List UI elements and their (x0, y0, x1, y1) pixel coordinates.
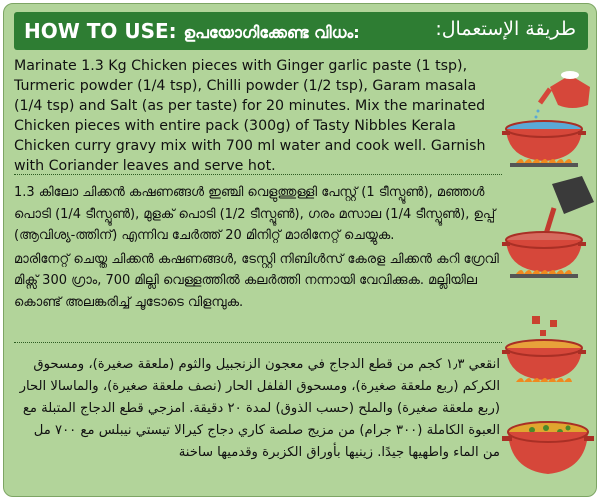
step-1-illustration (502, 59, 597, 169)
header-bar (14, 12, 588, 50)
step-2-illustration (502, 174, 597, 284)
pot-boiling-icon (502, 316, 586, 382)
malayalam-instructions (14, 182, 500, 315)
kettle-pouring-icon (533, 71, 591, 125)
title-arabic: طريقة الإستعمال: (435, 18, 576, 40)
page-title (24, 19, 360, 43)
instructions-panel (3, 3, 597, 497)
pot-water-icon (502, 121, 586, 167)
arabic-instructions: انقعي ١٫٣ كجم من قطع الدجاج في معجون الزنجبيل والثوم (ملعقة صغيرة)، ومسحوق الكركم (ربع ملعقة صغيرة)، ومسحوق الفلفل الحار (نصف ملعقة صغيرة)، والماسالا الحار (ربع ملعقة صغيرة) والملح (حسب الذوق) لمدة ٢٠ دقيقة. امزجي قطع الدجاج المتبلة مع العبوة الكاملة (٣٠٠ جرام) من مزيج صلصة كاري دجاج كيرالا تيستي نيبلس مع ٧٠٠ مل من الماء واطهيها جيدًا. زينيها بأوراق الكزبرة وقدميها ساخنة (19, 357, 500, 460)
english-instructions: Marinate 1.3 Kg Chicken pieces with Ginger garlic paste (1 tsp), Turmeric powder (1/4 tsp), Chilli powder (1/2 tsp), Garam masala (1/4 tsp) and Salt (as per taste) for 20 minutes. Mix the marinated Chicken pieces with entire pack (300g) of Tasty Nibbles Kerala Chicken curry gravy mix with 700 ml water and cook well. Garnish with Coriander leaves and serve hot. (14, 58, 486, 174)
malayalam-paragraph-2: മാരിനേറ്റ് ചെയ്ത ചിക്കൻ കഷണങ്ങൾ, ടേസ്റ്റി നിബിൾസ് കേരള ചിക്കൻ കറി ഗ്രേവി മിക്സ് 300 ഗ്രാം, 700 മില്ലി വെള്ളത്തിൽ കലർത്തി നന്നായി വേവിക്കുക. മല്ലിയില കൊണ്ട് അലങ്കരിച്ച് ചൂടോടെ വിളമ്പുക. (14, 251, 499, 310)
title-english: HOW TO USE: (24, 19, 184, 43)
title-malayalam: ഉപയോഗിക്കേണ്ട വിധം: (183, 23, 360, 42)
divider (14, 174, 502, 175)
pot-garnished-icon (502, 422, 594, 474)
divider (14, 342, 502, 343)
malayalam-paragraph-1: 1.3 കിലോ ചിക്കൻ കഷണങ്ങൾ ഇഞ്ചി വെളുത്തുള്ളി പേസ്റ്റ് (1 ടീസ്പൂൺ), മഞ്ഞൾ പൊടി (1/4 ടീസ്പൂൺ), മുളക് പൊടി (1/2 ടീസ്പൂൺ), ഗരം മസാല (1/4 ടീസ്പൂൺ), ഉപ്പ് (ആവിശ്യ-ത്തിന്) എന്നിവ ചേർത്ത് 20 മിനിറ്റ് മാരിനേറ്റ് ചെയ്യുക. (14, 185, 496, 243)
step-3-illustration (502, 312, 597, 392)
pot-mixing-icon (502, 232, 586, 278)
packet-pouring-icon (546, 176, 594, 234)
step-4-illustration (502, 404, 597, 492)
